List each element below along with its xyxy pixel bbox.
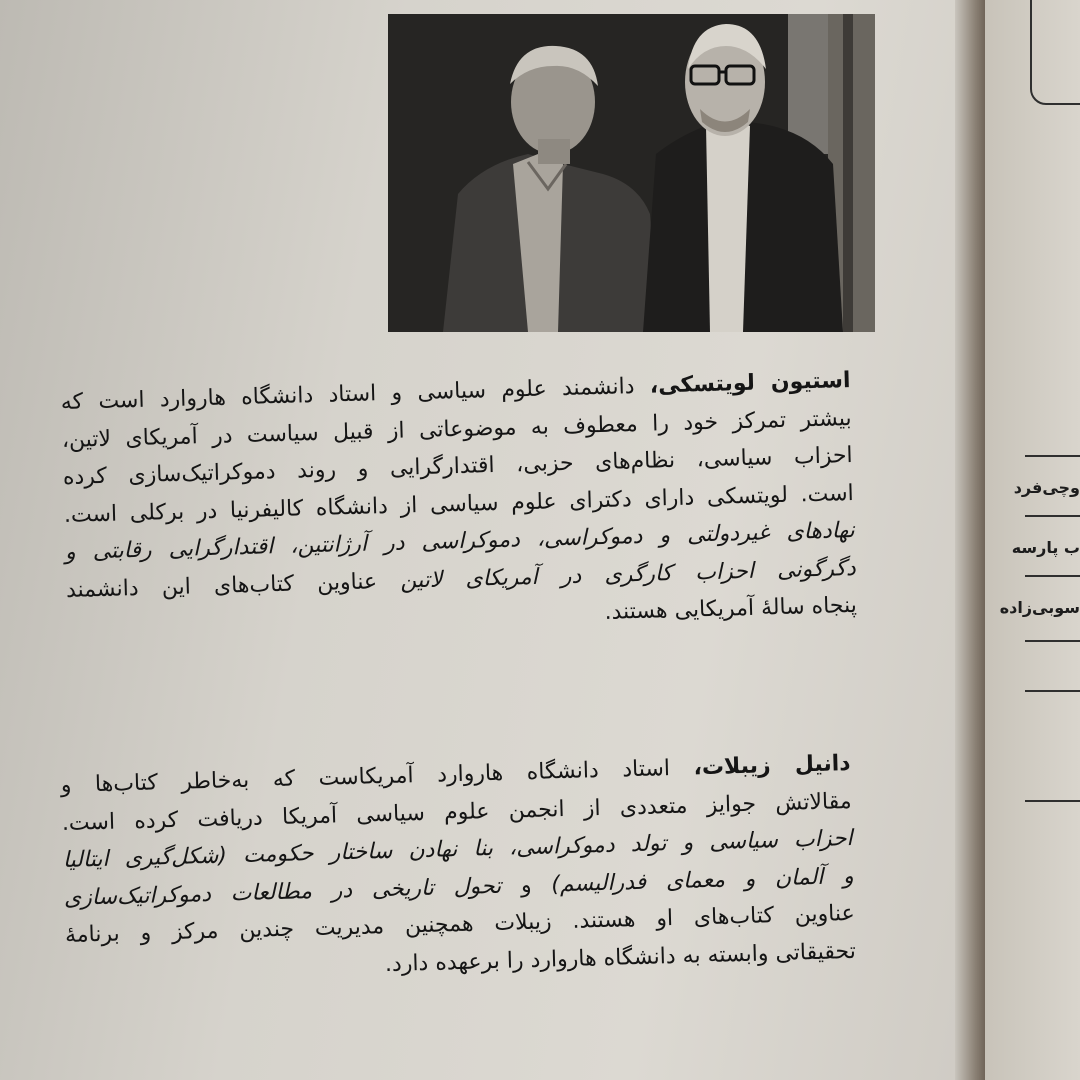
text-line: است. لویتسکی دارای دکترای علوم سیاسی از دانشگاه کالیفرنیا در برکلی است. [63,480,855,528]
book-titles-line: نهادهای غیردولتی و دموکراسی، دموکراسی در آرژانتین، اقتدارگرایی رقابتی و [64,517,856,565]
text-line: پنجاه سالهٔ آمریکایی هستند. [604,592,858,625]
bio-levitsky: استیون لویتسکی، دانشمند علوم سیاسی و استاد دانشگاه هاروارد است که بیشتر تمرکز خود را معطوف به موضوعاتی از قبیل سیاست در آمریکای لاتین، احزاب سیاسی، نظام‌های حزبی، اقتدارگرایی و روند دموکراتیک‌سازی کرده است. لویتسکی دارای دکترای علوم سیاسی از دانشگاه کالیفرنیا در برکلی است. نهادهای غیردولتی و دموکراسی، دموکراسی در آرژانتین، اقتدارگرایی رقابتی و دگرگونی احزاب کارگری در آمریکای لاتین عناوین کتاب‌های این دانشمند پنجاه سالهٔ آمریکایی هستند. [60,362,857,646]
divider [1025,575,1080,577]
text-line: تحقیقاتی وابسته به دانشگاه هاروارد را برعهده دارد. [384,938,857,977]
right-page-item: ب پارسه [1011,538,1080,557]
book-title: تحول تاریخی در مطالعات دموکراتیک‌سازی [63,873,502,911]
book-title: دگرگونی احزاب کارگری در آمریکای لاتین [399,555,857,594]
text-line: عناوین کتاب‌های او هستند. زیبلات همچنین مدیریت چندین مرکز و برنامهٔ [64,900,856,948]
author-name-levitsky: استیون لویتسکی، [649,367,851,399]
text-line: احزاب سیاسی، نظام‌های حزبی، اقتدارگرایی و روند دموکراتیک‌سازی کرده [62,442,853,491]
text-line: بیشتر تمرکز خود را معطوف به موضوعاتی از قبیل سیاست در آمریکای لاتین، [61,405,852,453]
bio-ziblatt: دانیل زیبلات، استاد دانشگاه هاروارد آمریکاست که به‌خاطر کتاب‌ها و مقالاتش جوایز متعددی از انجمن علوم سیاسی آمریکا دریافت کرده است. احزاب سیاسی و تولد دموکراسی، بنا نهادن ساختار حکومت (شکل‌گیری ایتالیا و آلمان و معمای فدرالیسم) و تحول تاریخی در مطالعات دموکراتیک‌سازی عناوین کتاب‌های او هستند. زیبلات همچنین مدیریت چندین مرکز و برنامهٔ تحقیقاتی وابسته به دانشگاه هاروارد را برعهده دارد. [60,745,856,992]
divider [1025,690,1080,692]
divider [1025,640,1080,642]
divider [1025,455,1080,457]
right-page-item: وچی‌فرد [1013,478,1080,497]
text-line: مقالاتش جوایز متعددی از انجمن علوم سیاسی آمریکا دریافت کرده است. [61,788,852,836]
book-page-right [985,0,1080,1080]
divider [1025,515,1080,517]
book-title: و آلمان و معمای فدرالیسم) [550,863,854,897]
right-page-item: سوبی‌زاده [999,598,1080,617]
right-page-box [1030,0,1080,105]
book-titles-line: احزاب سیاسی و تولد دموکراسی، بنا نهادن ساختار حکومت (شکل‌گیری ایتالیا [62,825,853,874]
divider [1025,800,1080,802]
author-name-ziblatt: دانیل زیبلات، [693,750,851,781]
authors-photo-drawing [388,14,875,332]
authors-photo [388,14,875,332]
